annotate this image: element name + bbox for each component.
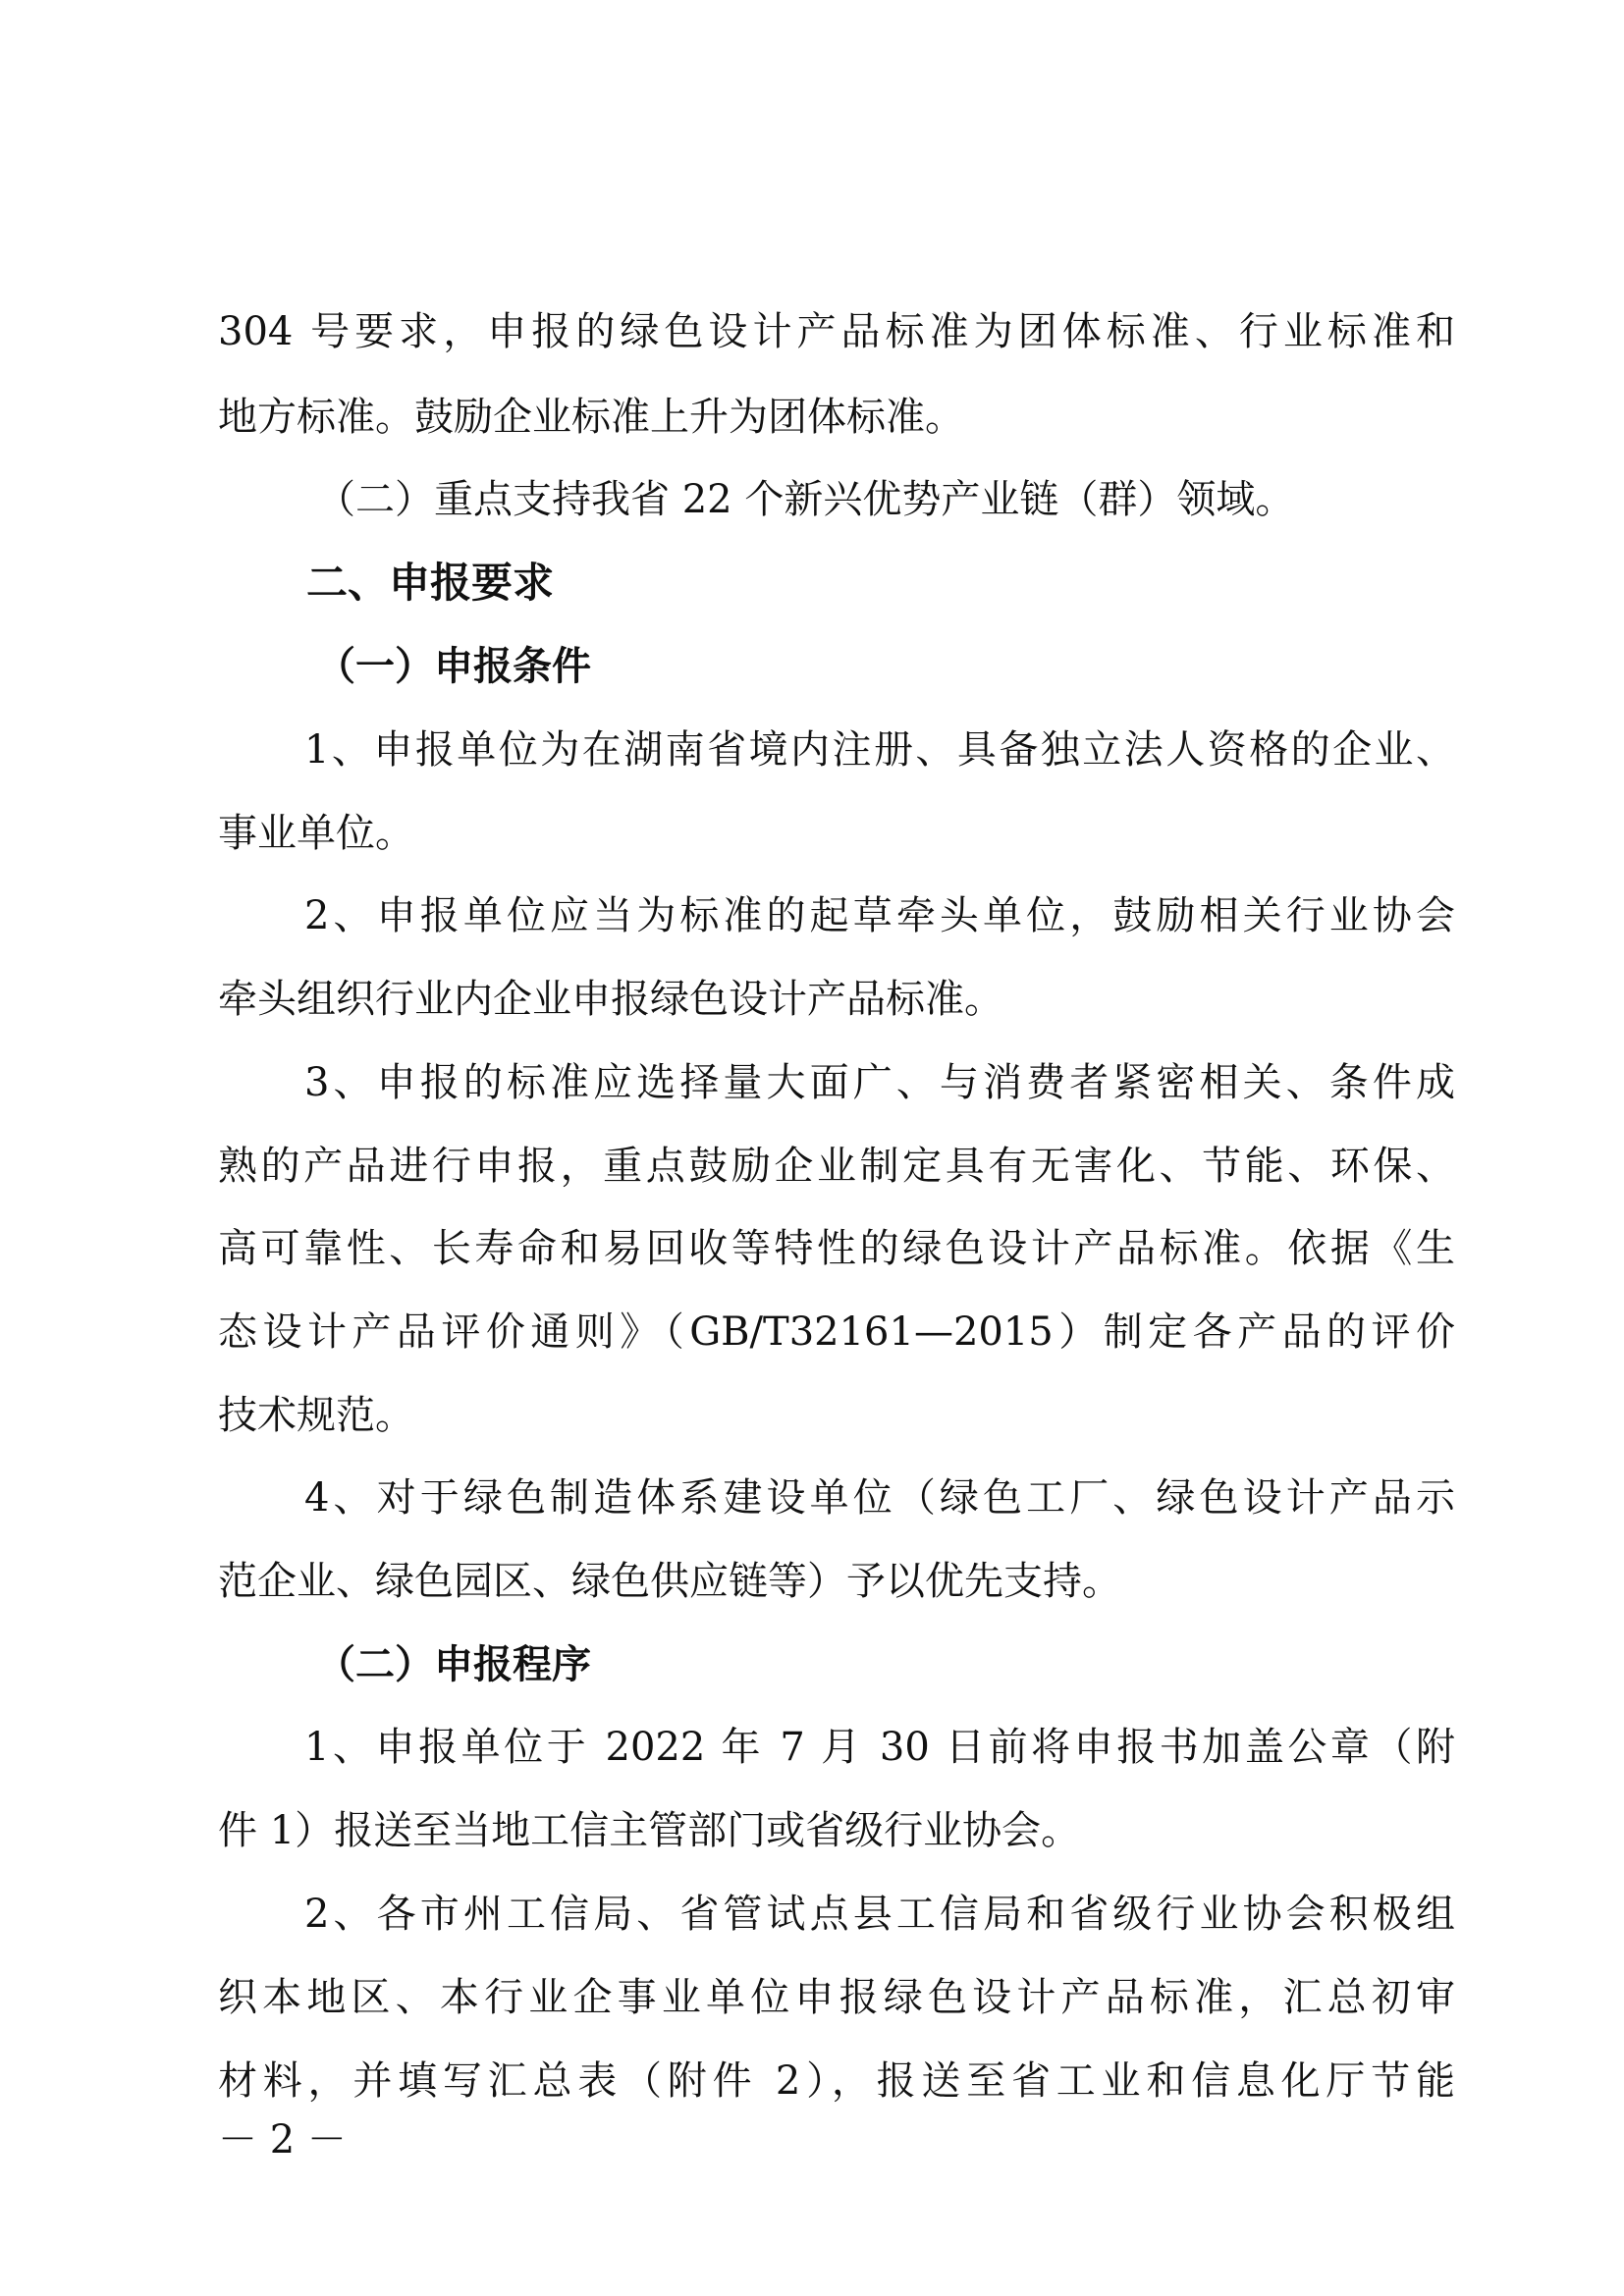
paragraph-line-15: 4、对于绿色制造体系建设单位（绿色工厂、绿色设计产品示	[304, 1475, 1455, 1521]
paragraph-line-18: 1、申报单位于 2022 年 7 月 30 日前将申报书加盖公章（附	[304, 1725, 1455, 1770]
paragraph-line-9: 牵头组织行业内企业申报绿色设计产品标准。	[218, 977, 1003, 1022]
paragraph-line-2: 地方标准。鼓励企业标准上升为团体标准。	[218, 395, 964, 440]
paragraph-line-7: 事业单位。	[218, 811, 414, 856]
section-heading: 二、申报要求	[306, 559, 555, 607]
paragraph-line-8: 2、申报单位应当为标准的起草牵头单位，鼓励相关行业协会	[304, 893, 1455, 938]
paragraph-line-16: 范企业、绿色园区、绿色供应链等）予以优先支持。	[218, 1559, 1121, 1604]
paragraph-line-1: 304 号要求，申报的绿色设计产品标准为团体标准、行业标准和	[218, 309, 1455, 354]
paragraph-line-3: （二）重点支持我省 22 个新兴优势产业链（群）领域。	[316, 477, 1295, 522]
paragraph-line-11: 熟的产品进行申报，重点鼓励企业制定具有无害化、节能、环保、	[218, 1144, 1455, 1189]
paragraph-line-19: 件 1）报送至当地工信主管部门或省级行业协会。	[218, 1808, 1081, 1853]
paragraph-line-14: 技术规范。	[218, 1393, 414, 1438]
paragraph-line-6: 1、申报单位为在湖南省境内注册、具备独立法人资格的企业、	[304, 727, 1455, 773]
paragraph-line-20: 2、各市州工信局、省管试点县工信局和省级行业协会积极组	[304, 1892, 1455, 1937]
paragraph-line-22: 材料，并填写汇总表（附件 2），报送至省工业和信息化厅节能	[218, 2058, 1455, 2104]
paragraph-line-13: 态设计产品评价通则》（GB/T32161—2015）制定各产品的评价	[218, 1309, 1455, 1355]
page-number: － 2 －	[218, 2117, 347, 2163]
paragraph-line-12: 高可靠性、长寿命和易回收等特性的绿色设计产品标准。依据《生	[218, 1226, 1455, 1271]
subsection-heading-2: （二）申报程序	[316, 1641, 591, 1687]
paragraph-line-21: 织本地区、本行业企事业单位申报绿色设计产品标准，汇总初审	[218, 1975, 1455, 2020]
paragraph-line-10: 3、申报的标准应选择量大面广、与消费者紧密相关、条件成	[304, 1060, 1455, 1105]
subsection-heading-1: （一）申报条件	[316, 643, 591, 689]
